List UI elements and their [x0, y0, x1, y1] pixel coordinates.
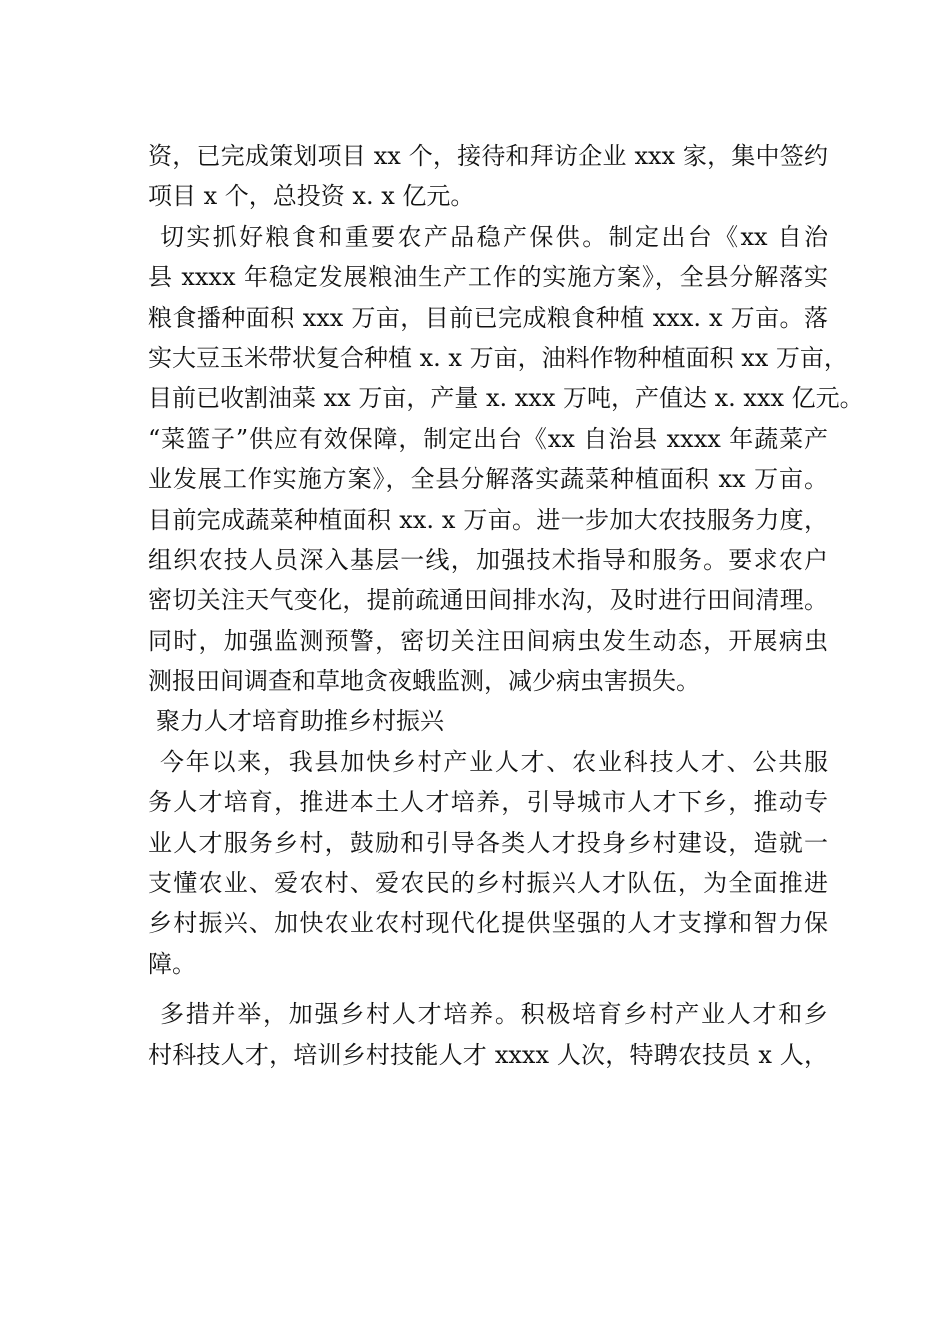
para4-line1: 多措并举，加强乡村人才培养。积极培育乡村产业人才和乡 — [160, 1000, 828, 1029]
para3-line1: 今年以来，我县加快乡村产业人才、农业科技人才、公共服 — [160, 747, 828, 776]
para3-line3: 业人才服务乡村，鼓励和引导各类人才投身乡村建设，造就一 — [148, 828, 828, 857]
para2-line2: 县 xxxx 年稳定发展粮油生产工作的实施方案》，全县分解落实 — [148, 263, 828, 292]
para2-line7: 业发展工作实施方案》，全县分解落实蔬菜种植面积 xx 万亩。 — [148, 465, 828, 494]
para2-line8: 目前完成蔬菜种植面积 xx. x 万亩。进一步加大农技服务力度， — [148, 505, 828, 534]
para2-line3: 粮食播种面积 xxx 万亩，目前已完成粮食种植 xxx. x 万亩。落 — [148, 303, 828, 332]
para2-line5: 目前已收割油菜 xx 万亩，产量 x. xxx 万吨，产值达 x. xxx 亿元。 — [148, 384, 864, 413]
para3-line2: 务人才培育，推进本土人才培养，引导城市人才下乡，推动专 — [148, 788, 828, 817]
para1-line1: 资，已完成策划项目 xx 个，接待和拜访企业 xxx 家，集中签约 — [148, 142, 828, 170]
para2-line4: 实大豆玉米带状复合种植 x. x 万亩，油料作物种植面积 xx 万亩， — [148, 343, 848, 372]
para3-line5: 乡村振兴、加快农业农村现代化提供坚强的人才支撑和智力保 — [148, 909, 828, 938]
document-body — [148, 136, 864, 1075]
section-heading: 聚力人才培育助推乡村振兴 — [156, 707, 444, 736]
para3-line6: 障。 — [148, 949, 196, 978]
para4-line2: 村科技人才，培训乡村技能人才 xxxx 人次，特聘农技员 x 人， — [148, 1040, 828, 1069]
para1-line2: 项目 x 个，总投资 x. x 亿元。 — [148, 182, 475, 211]
para2-line9: 组织农技人员深入基层一线，加强技术指导和服务。要求农户 — [148, 545, 828, 574]
para2-line6: “菜篮子”供应有效保障，制定出台《xx 自治县 xxxx 年蔬菜产 — [148, 424, 828, 453]
para2-line12: 测报田间调查和草地贪夜蛾监测，减少病虫害损失。 — [148, 667, 700, 696]
para2-line11: 同时，加强监测预警，密切关注田间病虫发生动态，开展病虫 — [148, 626, 828, 655]
para2-line10: 密切关注天气变化，提前疏通田间排水沟，及时进行田间清理。 — [148, 586, 828, 615]
para2-line1: 切实抓好粮食和重要农产品稳产保供。制定出台《xx 自治 — [160, 222, 828, 251]
paragraph-gap — [148, 984, 828, 994]
para3-line4: 支懂农业、爱农村、爱农民的乡村振兴人才队伍，为全面推进 — [148, 869, 828, 898]
